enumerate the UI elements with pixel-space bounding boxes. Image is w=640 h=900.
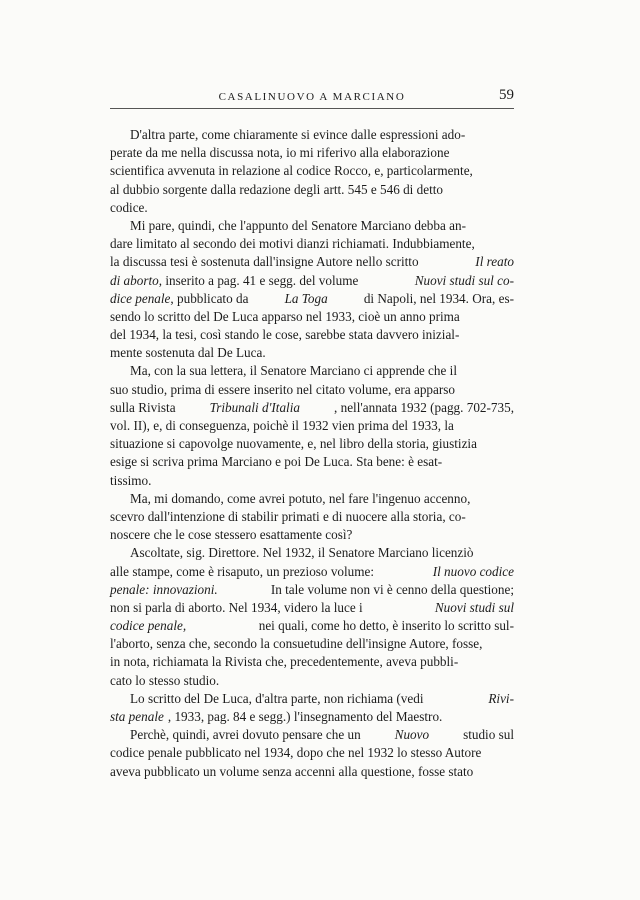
text-line: suo studio, prima di essere inserito nel citato volume, era apparso xyxy=(110,381,455,397)
text-line: codice penale pubblicato nel 1934, dopo che nel 1932 lo stesso Autore xyxy=(110,745,482,761)
text-line: sta penale , 1933, pag. 84 e segg.) l'insegnamento del Maestro. xyxy=(110,709,443,724)
text-line: scevro dall'intenzione di stabilir primati e di nuocere alla storia, co- xyxy=(110,508,466,524)
text-line: la discussa tesi è sostenuta dall'insigne Autore nello scritto Il reato xyxy=(110,254,514,270)
running-title: CASALINUOVO A MARCIANO xyxy=(218,91,406,103)
text-line: alle stampe, come è risaputo, un prezioso volume: Il nuovo codice xyxy=(110,563,514,579)
text-line: sulla Rivista Tribunali d'Italia , nell'annata 1932 (pagg. 702-735, xyxy=(110,399,514,415)
text-line: esige si scriva prima Marciano e poi De Luca. Sta bene: è esat- xyxy=(110,454,443,470)
text-line: mente sostenuta dal De Luca. xyxy=(110,345,266,361)
body-text xyxy=(110,126,514,781)
text-line: in nota, richiamata la Rivista che, precedentemente, aveva pubbli- xyxy=(110,654,459,670)
text-line: penale: innovazioni. In tale volume non vi è cenno della questione; xyxy=(110,581,514,597)
text-line: l'aborto, senza che, secondo la consuetudine dell'insigne Autore, fosse, xyxy=(110,636,483,652)
text-line: al dubbio sorgente dalla redazione degli artt. 545 e 546 di detto xyxy=(110,181,444,197)
text-line: codice. xyxy=(110,199,148,215)
text-line: Ma, con la sua lettera, il Senatore Marciano ci apprende che il xyxy=(130,363,457,379)
text-line: Lo scritto del De Luca, d'altra parte, non richiama (vedi Rivi- xyxy=(130,690,514,706)
text-line: aveva pubblicato un volume senza accenni alla questione, fosse stato xyxy=(110,763,474,779)
page-number: 59 xyxy=(499,87,514,103)
page-header xyxy=(110,88,514,109)
text-line: Ma, mi domando, come avrei potuto, nel fare l'ingenuo accenno, xyxy=(130,490,471,506)
text-line: sendo lo scritto del De Luca apparso nel 1933, cioè un anno prima xyxy=(110,308,460,324)
text-line: Mi pare, quindi, che l'appunto del Senatore Marciano debba an- xyxy=(130,217,466,233)
text-line: del 1934, la tesi, così stando le cose, sarebbe stata davvero inizial- xyxy=(110,327,460,343)
text-line: di aborto, inserito a pag. 41 e segg. del volume Nuovi studi sul co- xyxy=(110,272,514,288)
text-line: situazione si capovolge nuovamente, e, nel libro della storia, giustizia xyxy=(110,436,477,452)
text-line: scientifica avvenuta in relazione al codice Rocco, e, particolarmente, xyxy=(110,163,473,179)
text-line: tissimo. xyxy=(110,472,152,488)
text-line: non si parla di aborto. Nel 1934, videro la luce i Nuovi studi sul xyxy=(110,599,514,615)
text-line: vol. II), e, di conseguenza, poichè il 1932 vien prima del 1933, la xyxy=(110,418,454,433)
text-line: Perchè, quindi, avrei dovuto pensare che un Nuovo studio sul xyxy=(130,727,514,743)
text-line: Ascoltate, sig. Direttore. Nel 1932, il Senatore Marciano licenziò xyxy=(130,545,474,561)
text-line: dare limitato al secondo dei motivi dianzi richiamati. Indubbiamente, xyxy=(110,236,475,252)
text-line: D'altra parte, come chiaramente si evince dalle espressioni ado- xyxy=(130,127,466,142)
text-line: noscere che le cose stessero esattamente così? xyxy=(110,527,353,543)
text-line: perate da me nella discussa nota, io mi riferivo alla elaborazione xyxy=(110,145,450,161)
text-line: codice penale, nei quali, come ho detto, è inserito lo scritto sul- xyxy=(110,618,514,634)
text-line: cato lo stesso studio. xyxy=(110,672,220,688)
text-line: dice penale, pubblicato da La Toga di Napoli, nel 1934. Ora, es- xyxy=(110,290,514,306)
